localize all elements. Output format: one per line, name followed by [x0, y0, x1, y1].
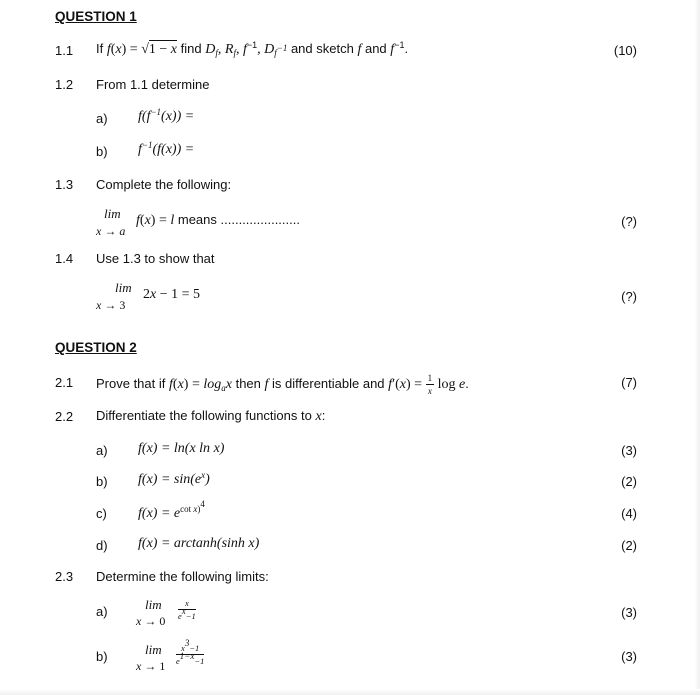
q1-4-marks: (?) — [621, 289, 637, 304]
q2-1-then: then — [235, 375, 261, 391]
q1-1-and: and — [364, 41, 387, 56]
q2-3-b-marks: (3) — [621, 649, 637, 664]
q1-4-expr: 2x − 1 = 5 — [143, 287, 201, 302]
q1-4-lim-sub: x → 3 — [96, 298, 126, 312]
question-2-title: QUESTION 2 — [55, 340, 137, 355]
q2-1-prove: Prove that if — [96, 375, 166, 391]
q1-2-b-label: b) — [96, 144, 108, 159]
q2-2-b-marks: (2) — [621, 474, 637, 489]
q2-2-a-marks: (3) — [621, 443, 637, 458]
q1-1-find: find — [180, 41, 202, 56]
q1-3-text: Complete the following: — [96, 177, 232, 192]
q1-2-a-label: a) — [96, 111, 108, 126]
q1-4-number: 1.4 — [55, 251, 74, 266]
q2-2-b-expr: $f(x) = \sin(e^x)$ — [138, 470, 210, 487]
q2-1-diff: is differentiable and — [272, 375, 385, 391]
q1-2-text: From 1.1 determine — [96, 77, 210, 92]
q2-3-b-lim: lim — [145, 642, 162, 657]
q2-2-a-label: a) — [96, 443, 108, 458]
q1-3-expr: f(x) = l means ...................... — [136, 212, 300, 228]
q2-3-b-lim-sub: x → 1 — [136, 659, 166, 673]
q2-1-marks: (7) — [621, 375, 637, 390]
q1-1-number: 1.1 — [55, 43, 74, 58]
q2-3-a-lim: lim — [145, 597, 162, 612]
q1-3-lim-sub: x → a — [96, 224, 126, 238]
q2-3-b-frac: $\frac{x^3-1}{e^{1-x}-1}$ — [176, 638, 205, 666]
q2-2-d-marks: (2) — [621, 538, 637, 553]
q1-3-means: means — [177, 212, 217, 227]
q1-4-lim: lim — [115, 280, 132, 295]
question-1-title: QUESTION 1 — [55, 9, 137, 24]
q1-1-if: If — [96, 41, 104, 56]
q2-2-c-marks: (4) — [621, 506, 637, 521]
q2-1-number: 2.1 — [55, 375, 74, 390]
q2-3-text: Determine the following limits: — [96, 569, 269, 584]
q1-3-dots: ...................... — [220, 212, 300, 227]
q2-1-text: Prove that if $f(x) = \log_ax$ then f is differentiable and f′(x) = $\frac{1}{x}$ log e. — [96, 373, 469, 396]
q1-3-marks: (?) — [621, 214, 637, 229]
q1-1-and-sketch: and sketch — [290, 41, 354, 56]
q2-2-number: 2.2 — [55, 409, 74, 424]
q1-3-lim: lim — [104, 206, 121, 221]
q2-3-a-label: a) — [96, 604, 108, 619]
q2-3-number: 2.3 — [55, 569, 74, 584]
q2-3-a-frac: $\frac{x}{e^x-1}$ — [178, 598, 196, 621]
q2-2-c-label: c) — [96, 506, 107, 521]
q2-2-text: Differentiate the following functions to x: — [96, 408, 326, 424]
q2-2-c-expr: $f(x) = e^{cot x)^4}$ — [138, 499, 205, 521]
q2-3-b-label: b) — [96, 649, 108, 664]
q2-3-a-lim-sub: x → 0 — [136, 614, 166, 628]
q1-2-a-expr: $f(f^{-1}(x))$ = — [138, 107, 195, 124]
q2-2-a-expr: f(x) = ln(x ln x) — [138, 441, 225, 456]
q1-2-b-expr: $f^{-1}(f(x))$ = — [138, 140, 195, 157]
page-edge-bottom — [0, 689, 700, 695]
q2-2-d-expr: f(x) = arctanh(sinh x) — [138, 536, 260, 551]
q1-1-marks: (10) — [613, 43, 637, 58]
page-edge-right — [694, 0, 700, 695]
q2-2-text-main: Differentiate the following functions to — [96, 408, 312, 423]
q1-3-number: 1.3 — [55, 177, 74, 192]
q1-2-number: 1.2 — [55, 77, 74, 92]
q2-2-d-label: d) — [96, 538, 108, 553]
q2-2-b-label: b) — [96, 474, 108, 489]
q1-4-text: Use 1.3 to show that — [96, 251, 215, 266]
q1-1-text: If f(x) = √1 − x find $D_f$, $R_f$, $f^{-1}$, $D_{f^{-1}}$ and sketch f and $f^{-1}$. — [96, 40, 409, 58]
q2-3-a-marks: (3) — [621, 605, 637, 620]
